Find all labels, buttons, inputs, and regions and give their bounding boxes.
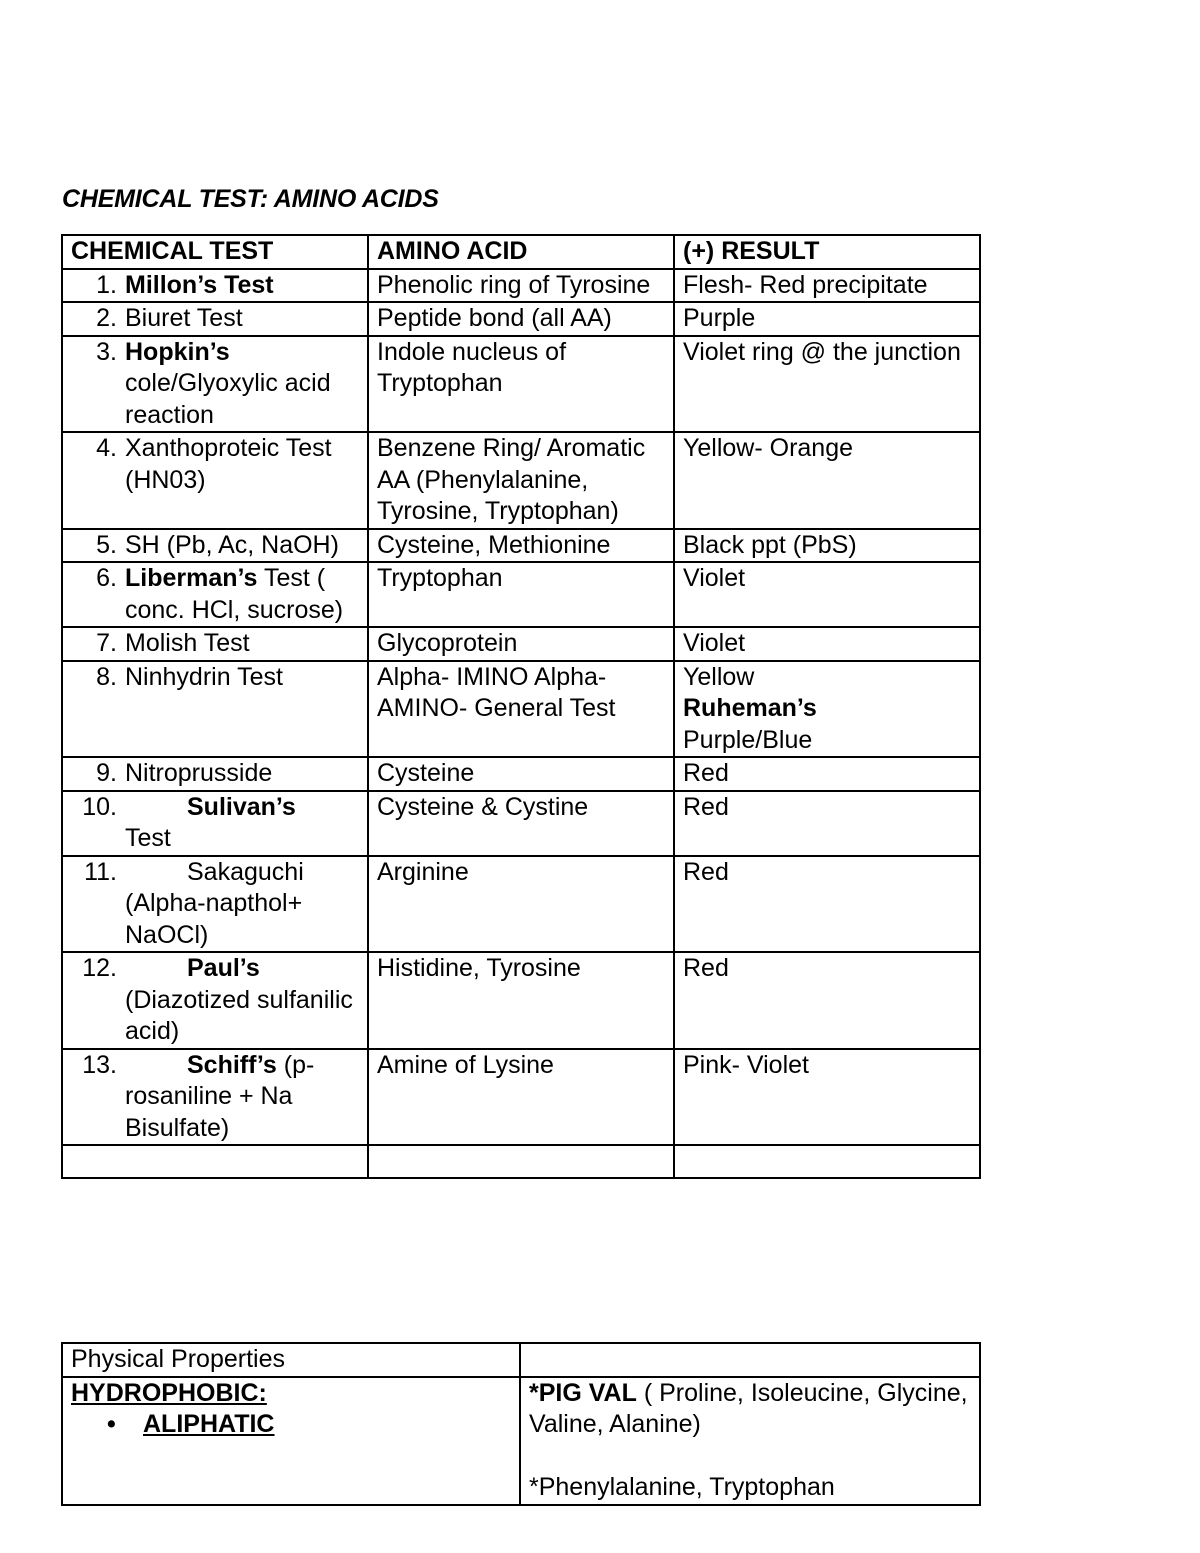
result-cell: Red [674, 757, 980, 791]
empty-cell [62, 1145, 368, 1178]
test-cell [62, 302, 368, 336]
test-cell [62, 791, 368, 856]
amino-acid-cell: Alpha- IMINO Alpha-AMINO- General Test [368, 661, 674, 758]
test-cell [62, 432, 368, 529]
table-row [62, 432, 980, 529]
header-chemical-test: CHEMICAL TEST [62, 235, 368, 269]
test-name: (Diazotized sulfanilic acid) [125, 985, 353, 1045]
amino-acid-cell: Tryptophan [368, 562, 674, 627]
table-row [62, 1377, 980, 1505]
test-number: 2. [96, 304, 117, 332]
amino-acid-cell: Arginine [368, 856, 674, 953]
test-name: Ninhydrin Test [125, 662, 283, 691]
table-row [62, 336, 980, 433]
table-row [62, 529, 980, 563]
result-cell: Violet [674, 627, 980, 661]
test-cell [62, 856, 368, 953]
result-cell: Purple [674, 302, 980, 336]
header-result: (+) RESULT [674, 235, 980, 269]
test-number: 7. [96, 629, 117, 657]
table-row [62, 1049, 980, 1146]
amino-acid-cell: Phenolic ring of Tyrosine [368, 269, 674, 303]
test-name: Nitroprusside [125, 759, 273, 787]
test-cell [62, 757, 368, 791]
test-cell [62, 1049, 368, 1146]
result-cell: Yellow- Orange [674, 432, 980, 529]
test-name: Xanthoproteic Test (HN03) [125, 434, 332, 494]
test-cell [62, 269, 368, 303]
test-name-bold: Sulivan’s [187, 792, 296, 821]
amino-acid-cell: Glycoprotein [368, 627, 674, 661]
empty-table-row [62, 1145, 980, 1178]
amino-acid-cell: Cysteine, Methionine [368, 529, 674, 563]
test-number: 6. [96, 564, 117, 592]
result-cell: Flesh- Red precipitate [674, 269, 980, 303]
test-name: Test ( conc. HCl, sucrose) [125, 564, 344, 624]
table-row [62, 562, 980, 627]
amino-acid-cell: Histidine, Tyrosine [368, 952, 674, 1049]
test-name: Biuret Test [125, 304, 243, 332]
test-cell [62, 336, 368, 433]
test-name-bold: Liberman’s [125, 564, 258, 592]
test-number: 9. [96, 759, 117, 787]
empty-cell [674, 1145, 980, 1178]
physical-properties-header-row [62, 1343, 980, 1377]
physical-properties-header: Physical Properties [62, 1343, 520, 1377]
table-row [62, 952, 980, 1049]
test-number: 11. [84, 857, 117, 886]
result-cell: Red [674, 856, 980, 953]
test-number: 1. [96, 270, 117, 299]
test-number: 8. [96, 662, 117, 691]
physical-properties-table [61, 1342, 981, 1506]
table-row [62, 791, 980, 856]
result-line: Purple/Blue [683, 725, 813, 754]
result-line: Ruheman’s [683, 694, 817, 722]
members-cell [520, 1377, 980, 1505]
category-cell [62, 1377, 520, 1505]
page-title: CHEMICAL TEST: AMINO ACIDS [62, 185, 439, 213]
table-header-row [62, 235, 980, 269]
test-name: Sakaguchi (Alpha-napthol+ NaOCl) [125, 857, 304, 949]
test-name-bold: Schiff’s [187, 1050, 277, 1079]
result-cell [674, 661, 980, 758]
amino-acid-cell: Cysteine & Cystine [368, 791, 674, 856]
aliphatic-bullet-item [71, 1409, 511, 1441]
test-name-bold: Hopkin’s [125, 337, 230, 366]
test-name: (p-rosaniline + Na Bisulfate) [125, 1050, 315, 1142]
test-number: 13. [82, 1050, 117, 1079]
result-cell: Red [674, 791, 980, 856]
amino-acid-cell: Peptide bond (all AA) [368, 302, 674, 336]
test-cell [62, 627, 368, 661]
pig-val-line [529, 1378, 971, 1441]
amino-acid-cell: Indole nucleus of Tryptophan [368, 336, 674, 433]
test-name-bold: Millon’s Test [125, 270, 274, 299]
amino-acid-cell: Benzene Ring/ Aromatic AA (Phenylalanine, Tyrosine, Tryptophan) [368, 432, 674, 529]
table-row [62, 661, 980, 758]
empty-cell [368, 1145, 674, 1178]
table-row [62, 302, 980, 336]
test-number: 5. [96, 530, 117, 559]
test-cell [62, 661, 368, 758]
hydrophobic-label: HYDROPHOBIC: [71, 1378, 267, 1407]
test-number: 4. [96, 434, 117, 462]
test-name: cole/Glyoxylic acid reaction [125, 369, 331, 429]
test-cell [62, 952, 368, 1049]
test-cell [62, 562, 368, 627]
empty-cell [520, 1343, 980, 1377]
result-cell: Violet [674, 562, 980, 627]
chemical-test-table [61, 234, 981, 1179]
result-cell: Pink- Violet [674, 1049, 980, 1146]
bullet-icon: • [107, 1410, 116, 1438]
table-row [62, 627, 980, 661]
test-name: Molish Test [125, 629, 250, 657]
aromatic-line: *Phenylalanine, Tryptophan [529, 1473, 835, 1501]
table-row [62, 856, 980, 953]
test-name-bold: Paul’s [187, 954, 260, 982]
test-cell [62, 529, 368, 563]
pig-val-text: ( Proline, Isoleucine, Glycine, Valine, Alanine) [529, 1378, 968, 1438]
table-row [62, 757, 980, 791]
aliphatic-label: ALIPHATIC [143, 1410, 275, 1438]
result-line: Yellow [683, 662, 755, 691]
test-number: 12. [82, 954, 117, 982]
result-cell: Black ppt (PbS) [674, 529, 980, 563]
result-cell: Violet ring @ the junction [674, 336, 980, 433]
amino-acid-cell: Amine of Lysine [368, 1049, 674, 1146]
result-cell: Red [674, 952, 980, 1049]
amino-acid-cell: Cysteine [368, 757, 674, 791]
test-name: Test [125, 824, 171, 852]
spacer [529, 1441, 971, 1473]
table-row [62, 269, 980, 303]
test-number: 10. [82, 792, 117, 821]
header-amino-acid: AMINO ACID [368, 235, 674, 269]
test-number: 3. [96, 337, 117, 366]
test-name: SH (Pb, Ac, NaOH) [125, 530, 339, 559]
pig-val-label: *PIG VAL [529, 1378, 637, 1407]
